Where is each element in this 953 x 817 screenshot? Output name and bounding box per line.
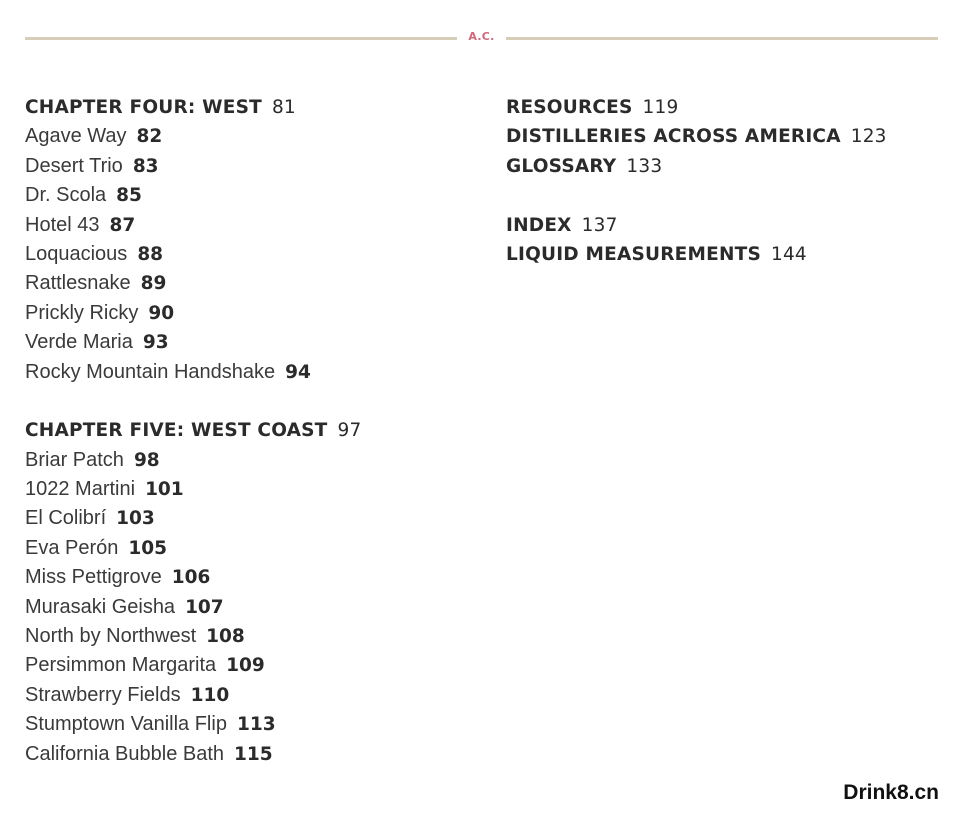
toc-section-heading[interactable] [506, 211, 887, 240]
toc-entry[interactable] [25, 504, 361, 533]
toc-entry[interactable] [25, 181, 361, 210]
toc-entry[interactable] [25, 328, 361, 357]
toc-title: North by Northwest [25, 625, 197, 648]
toc-section-heading[interactable] [25, 416, 361, 445]
toc-entry[interactable] [25, 475, 361, 504]
toc-spacer [25, 387, 361, 416]
toc-entry[interactable] [25, 269, 361, 298]
toc-page-number: 90 [148, 302, 175, 324]
toc-section-heading[interactable] [506, 122, 887, 151]
toc-title: Loquacious [25, 242, 128, 265]
toc-page-number: 85 [116, 185, 142, 207]
toc-title: DISTILLERIES ACROSS AMERICA [506, 126, 841, 148]
toc-title: Miss Pettigrove [25, 566, 162, 589]
toc-page-number: 81 [271, 97, 296, 118]
toc-page-number: 108 [206, 626, 245, 648]
toc-entry[interactable] [25, 593, 361, 622]
toc-title: LIQUID MEASUREMENTS [506, 243, 761, 265]
header-rule-right [506, 37, 938, 40]
toc-page-number: 83 [132, 155, 159, 177]
toc-title: Murasaki Geisha [25, 595, 176, 618]
toc-section-heading[interactable] [506, 240, 887, 269]
toc-page-number: 133 [626, 155, 663, 177]
toc-entry[interactable] [25, 534, 361, 563]
toc-page-number: 88 [137, 243, 164, 265]
toc-title: Stumptown Vanilla Flip [25, 713, 227, 736]
toc-entry[interactable] [25, 651, 361, 680]
toc-left-column [25, 93, 361, 769]
toc-title: INDEX [506, 214, 572, 236]
toc-page-number: 105 [128, 537, 168, 559]
toc-title: Verde Maria [25, 331, 133, 354]
toc-title: Eva Perón [25, 536, 119, 559]
toc-page-number: 89 [140, 273, 167, 295]
toc-section-heading[interactable] [506, 152, 887, 181]
toc-page-number: 93 [142, 332, 169, 354]
header-rule-left [25, 37, 457, 40]
toc-section-heading[interactable] [506, 93, 887, 122]
toc-entry[interactable] [25, 122, 361, 151]
toc-entry[interactable] [25, 240, 361, 269]
toc-title: Dr. Scola [25, 184, 107, 207]
toc-title: Briar Patch [25, 448, 124, 471]
toc-title: Rocky Mountain Handshake [25, 360, 276, 383]
toc-page-number: 144 [770, 243, 807, 265]
toc-entry[interactable] [25, 622, 361, 651]
toc-title: Prickly Ricky [25, 301, 139, 324]
toc-title: Rattlesnake [25, 272, 131, 295]
toc-page-number: 107 [185, 596, 224, 618]
toc-page-number: 87 [109, 214, 136, 236]
toc-title: Persimmon Margarita [25, 654, 217, 677]
toc-title: GLOSSARY [506, 155, 617, 177]
toc-page-number: 109 [226, 655, 265, 677]
toc-page-number: 137 [581, 214, 618, 236]
toc-title: 1022 Martini [25, 478, 136, 501]
toc-entry[interactable] [25, 681, 361, 710]
toc-entry[interactable] [25, 358, 361, 387]
toc-entry[interactable] [25, 710, 361, 739]
toc-entry[interactable] [25, 563, 361, 592]
toc-section-heading[interactable] [25, 93, 361, 122]
toc-title: El Colibrí [25, 507, 107, 530]
toc-right-column [506, 93, 887, 269]
toc-entry[interactable] [25, 740, 361, 769]
toc-page-number: 82 [136, 126, 163, 148]
toc-page-number: 119 [642, 97, 679, 118]
toc-page-number: 98 [133, 449, 160, 471]
header-mark: A.C. [468, 30, 495, 43]
toc-spacer [506, 181, 887, 210]
toc-page-number: 97 [337, 420, 362, 442]
toc-page-number: 123 [850, 126, 887, 148]
toc-page-number: 94 [285, 361, 311, 383]
toc-title: CHAPTER FIVE: WEST COAST [25, 420, 328, 442]
toc-page-number: 113 [236, 714, 276, 736]
toc-title: RESOURCES [506, 97, 633, 118]
toc-page-number: 106 [171, 567, 211, 589]
toc-page-number: 101 [145, 479, 184, 501]
toc-title: Hotel 43 [25, 213, 100, 236]
toc-title: CHAPTER FOUR: WEST [25, 97, 262, 118]
toc-page-number: 103 [116, 508, 155, 530]
toc-title: California Bubble Bath [25, 742, 225, 765]
toc-title: Agave Way [25, 125, 127, 148]
toc-title: Desert Trio [25, 154, 123, 177]
watermark: Drink8.cn [843, 781, 939, 804]
toc-page-number: 115 [234, 743, 273, 765]
toc-entry[interactable] [25, 152, 361, 181]
toc-entry[interactable] [25, 299, 361, 328]
toc-entry[interactable] [25, 211, 361, 240]
toc-title: Strawberry Fields [25, 683, 181, 706]
toc-entry[interactable] [25, 446, 361, 475]
toc-page-number: 110 [190, 684, 230, 706]
